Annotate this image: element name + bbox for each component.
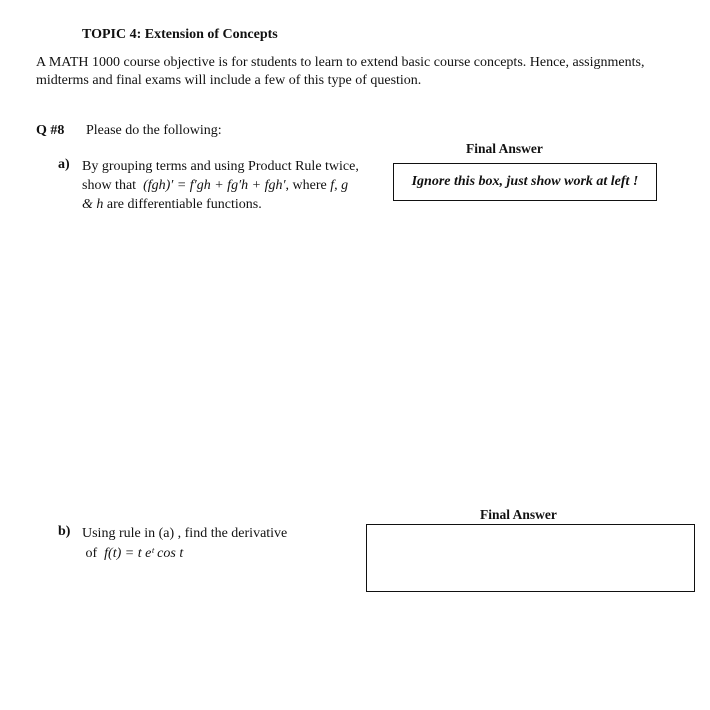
of-text: of	[85, 546, 98, 561]
final-answer-box-a[interactable]	[393, 163, 657, 201]
part-a-line3	[82, 195, 387, 214]
where-vars: f, g	[330, 178, 349, 193]
product-rule-formula: (fgh)′ = f′gh + fg′h + fgh′	[143, 178, 286, 193]
part-b-text	[82, 524, 342, 564]
question-number: Q #8	[36, 123, 65, 138]
part-b-letter: b)	[58, 524, 71, 539]
part-b-line1: Using rule in (a) , find the derivative	[82, 526, 288, 541]
final-answer-box-a-text: Ignore this box, just show work at left !	[411, 174, 639, 189]
question-prompt: Please do the following:	[86, 123, 222, 138]
part-a-text	[82, 157, 387, 214]
function-formula: f(t) = t eᵗ cos t	[104, 546, 184, 561]
final-answer-label-a: Final Answer	[466, 141, 543, 156]
line3-rest: are differentiable functions.	[103, 197, 262, 212]
show-that-text: show that	[82, 178, 137, 193]
line3-vars: & h	[82, 197, 104, 212]
final-answer-box-b[interactable]	[366, 524, 695, 592]
part-a-line2	[82, 176, 387, 195]
topic-heading: TOPIC 4: Extension of Concepts	[82, 27, 278, 42]
part-a-line1: By grouping terms and using Product Rule twice,	[82, 159, 359, 174]
intro-paragraph: A MATH 1000 course objective is for students to learn to extend basic course concepts. Hence, assignments, midterms and final exams will include a few of this type of question.	[36, 55, 645, 88]
where-text: , where	[285, 178, 327, 193]
part-a-letter: a)	[58, 157, 70, 172]
part-b-line2	[82, 544, 342, 564]
final-answer-label-b: Final Answer	[480, 507, 557, 522]
